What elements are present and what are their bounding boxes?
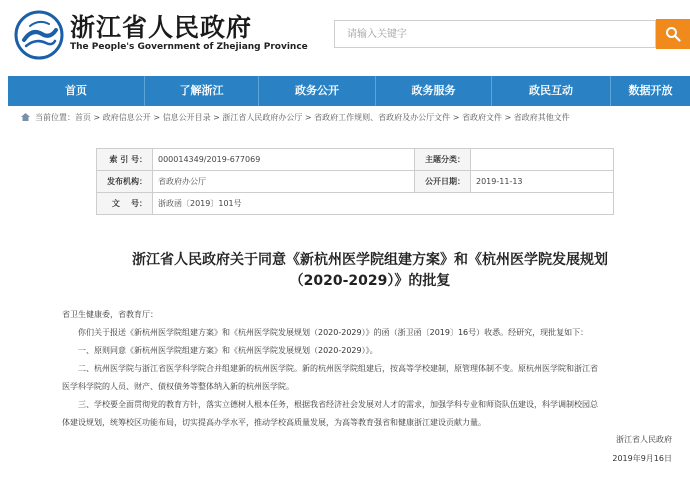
- paragraph-3-line1: 二、杭州医学院与浙江省医学科学院合并组建新的杭州医学院。新的杭州医学院组建后，按高等学校建制，原管理体制不变。原杭州医学院和浙江省: [78, 364, 598, 373]
- salutation: 省卫生健康委，省教育厅：: [62, 310, 158, 319]
- nav-item-gov-affairs[interactable]: 政务公开: [295, 84, 339, 97]
- document-title: [100, 250, 640, 292]
- topic-label: 主题分类：: [415, 149, 471, 171]
- docno-label: 文 号：: [97, 193, 153, 215]
- docno-value: 浙政函〔2019〕101号: [153, 193, 614, 215]
- document-title-line2: （2020-2029）》的批复: [289, 273, 451, 289]
- date-value: 2019-11-13: [471, 171, 614, 193]
- paragraph-2: 一、原则同意《新杭州医学院组建方案》和《杭州医学院发展规划（2020-2029）》。: [78, 346, 378, 355]
- date-label: 公开日期：: [415, 171, 471, 193]
- topic-value: [471, 149, 614, 171]
- nav-item-open-data[interactable]: 数据开放: [628, 84, 673, 97]
- home-icon: [20, 112, 31, 122]
- document-title-line1: 浙江省人民政府关于同意《新杭州医学院组建方案》和《杭州医学院发展规划: [132, 252, 608, 268]
- document-meta-table: [96, 148, 614, 215]
- magnifier-icon: [665, 26, 681, 42]
- site-subtitle: The People's Government of Zhejiang Province: [70, 42, 308, 52]
- index-label: 索 引 号：: [97, 149, 153, 171]
- issuer-value: 省政府办公厅: [153, 171, 415, 193]
- search-input[interactable]: [335, 21, 655, 47]
- site-title[interactable]: 浙江省人民政府: [70, 13, 253, 42]
- signature-date: 2019年9月16日: [612, 454, 672, 463]
- nav-item-interaction[interactable]: 政民互动: [529, 84, 573, 97]
- zhejiang-emblem-icon[interactable]: [14, 10, 64, 60]
- document-body: [62, 306, 690, 432]
- search-button[interactable]: [656, 19, 690, 49]
- paragraph-4-line1: 三、学校要全面贯彻党的教育方针，落实立德树人根本任务，根据我省经济社会发展对人才的需求，加强学科专业和师资队伍建设，科学调制校园总: [78, 400, 598, 409]
- breadcrumb-text[interactable]: 当前位置：首页 > 政府信息公开 > 信息公开目录 > 浙江省人民政府办公厅 > 省政府工作规则、省政府及办公厅文件 > 省政府文件 > 省政府其他文件: [35, 112, 570, 122]
- nav-item-services[interactable]: 政务服务: [411, 84, 456, 97]
- index-value: 000014349/2019-677069: [153, 149, 415, 171]
- paragraph-4-line2: 体建设规划，统筹校区功能布局，切实提高办学水平，推动学校高质量发展，为高等教育强省和健康浙江建设贡献力量。: [62, 418, 486, 427]
- search-box: [334, 20, 656, 48]
- nav-item-home[interactable]: 首页: [65, 84, 87, 97]
- nav-item-about[interactable]: 了解浙江: [179, 84, 224, 97]
- paragraph-1: 你们关于报送《新杭州医学院组建方案》和《杭州医学院发展规划（2020-2029）》的函（浙卫函〔2019〕16号）收悉。经研究，现批复如下：: [78, 328, 589, 337]
- signature: 浙江省人民政府: [616, 435, 672, 444]
- main-nav: [8, 76, 690, 106]
- breadcrumb: [20, 110, 690, 124]
- paragraph-3-line2: 医学科学院的人员、财产、债权债务等整体纳入新的杭州医学院。: [62, 382, 294, 391]
- issuer-label: 发布机构：: [97, 171, 153, 193]
- site-header: [0, 0, 690, 72]
